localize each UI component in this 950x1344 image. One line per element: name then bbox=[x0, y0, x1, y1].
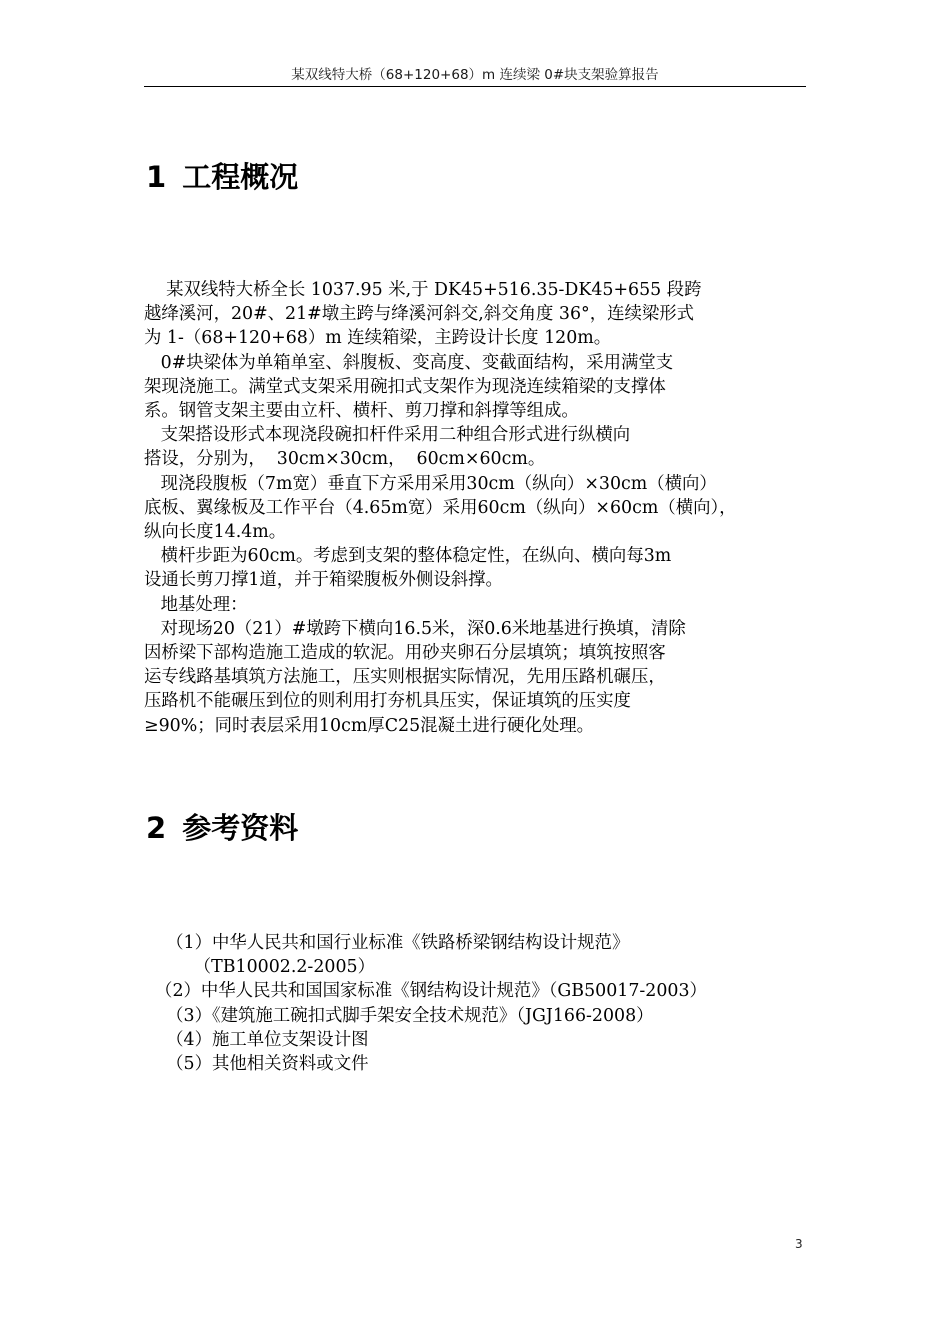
body-line: 对现场20（21）#墩跨下横向16.5米，深0.6米地基进行换填，清除 bbox=[144, 618, 686, 639]
reference-item: （5）其他相关资料或文件 bbox=[144, 1054, 369, 1075]
body-line: 地基处理： bbox=[144, 594, 248, 615]
body-line: 0#块梁体为单箱单室、斜腹板、变高度、变截面结构，采用满堂支 bbox=[144, 352, 674, 373]
section-1-title: 工程概况 bbox=[182, 160, 299, 194]
reference-list bbox=[144, 931, 808, 1076]
body-line: 横杆步距为60cm。考虑到支架的整体稳定性，在纵向、横向每3m bbox=[144, 546, 672, 567]
body-line: 为 1-（68+120+68）m 连续箱梁，主跨设计长度 120m。 bbox=[144, 328, 612, 349]
section-2-heading bbox=[146, 808, 298, 848]
reference-item: （2）中华人民共和国国家标准《钢结构设计规范》（GB50017-2003） bbox=[144, 981, 707, 1002]
body-line: 设通长剪刀撑1道，并于箱梁腹板外侧设斜撑。 bbox=[144, 570, 503, 591]
body-line: 纵向长度14.4m。 bbox=[144, 522, 287, 543]
reference-item: （4）施工单位支架设计图 bbox=[144, 1029, 369, 1050]
page-number: 3 bbox=[795, 1237, 803, 1251]
body-line: 搭设，分别为， 30cm×30cm， 60cm×60cm。 bbox=[144, 449, 546, 470]
reference-item-continuation: （TB10002.2-2005） bbox=[144, 957, 375, 978]
section-1-body bbox=[144, 278, 808, 738]
body-line: 越绛溪河，20#、21#墩主跨与绛溪河斜交,斜交角度 36°，连续梁形式 bbox=[144, 304, 695, 325]
body-line: 因桥梁下部构造施工造成的软泥。用砂夹卵石分层填筑；填筑按照客 bbox=[144, 643, 666, 664]
section-2-title: 参考资料 bbox=[182, 811, 299, 845]
body-line: 压路机不能碾压到位的则利用打夯机具压实，保证填筑的压实度 bbox=[144, 691, 631, 712]
reference-item: （3）《建筑施工碗扣式脚手架安全技术规范》（JGJ166-2008） bbox=[144, 1005, 654, 1026]
body-line: 系。钢管支架主要由立杆、横杆、剪刀撑和斜撑等组成。 bbox=[144, 401, 579, 422]
section-2-number: 2 bbox=[146, 811, 167, 845]
body-line: 运专线路基填筑方法施工，压实则根据实际情况，先用压路机碾压， bbox=[144, 667, 666, 688]
body-line: 现浇段腹板（7m宽）垂直下方采用采用30cm（纵向）×30cm（横向） bbox=[144, 473, 717, 494]
section-1-number: 1 bbox=[146, 160, 167, 194]
header-divider bbox=[144, 86, 806, 87]
body-line: ≥90%；同时表层采用10cm厚C25混凝土进行硬化处理。 bbox=[144, 715, 595, 736]
running-header-title: 某双线特大桥（68+120+68）m 连续梁 0#块支架验算报告 bbox=[291, 67, 659, 83]
body-line: 某双线特大桥全长 1037.95 米,于 DK45+516.35-DK45+655 段跨 bbox=[144, 280, 702, 300]
body-line: 底板、翼缘板及工作平台（4.65m宽）采用60cm（纵向）×60cm（横向）， bbox=[144, 497, 737, 518]
section-1-heading bbox=[146, 157, 298, 197]
body-line: 支架搭设形式本现浇段碗扣杆件采用二种组合形式进行纵横向 bbox=[144, 425, 631, 446]
body-line: 架现浇施工。满堂式支架采用碗扣式支架作为现浇连续箱梁的支撑体 bbox=[144, 376, 666, 397]
reference-item: （1）中华人民共和国行业标准《铁路桥梁钢结构设计规范》 bbox=[144, 933, 630, 953]
